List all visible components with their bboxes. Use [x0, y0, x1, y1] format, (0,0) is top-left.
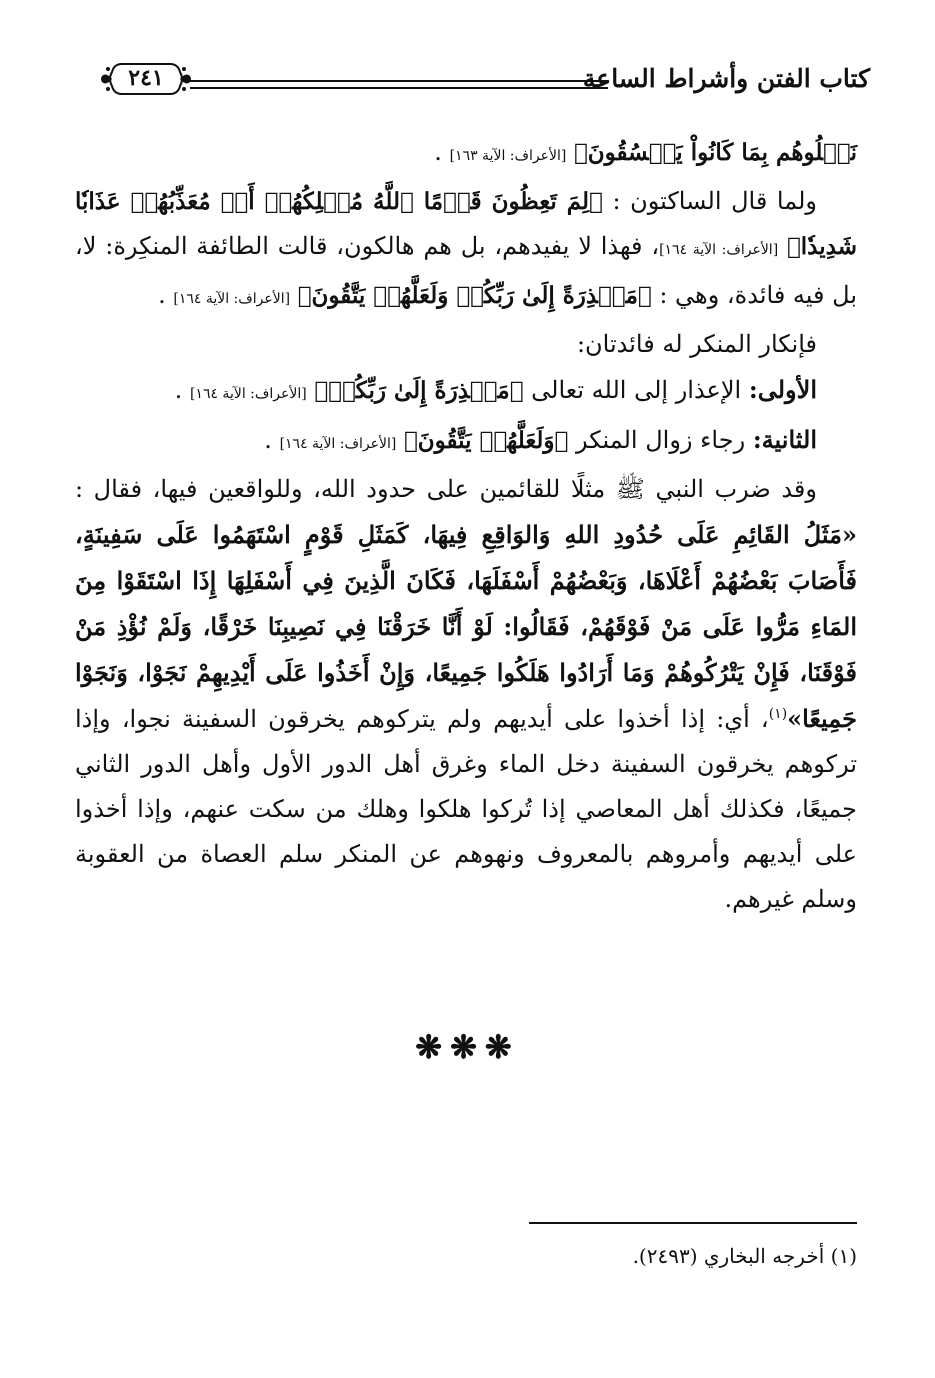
footnote-rule: [529, 1222, 857, 1224]
page-number: ٢٤١: [128, 65, 164, 91]
verse-reference: [الأعراف: الآية ١٦٤]: [173, 291, 291, 307]
paragraph-text: فإنكار المنكر له فائدتان:: [576, 330, 817, 358]
paragraph: [75, 130, 857, 179]
quran-verse: نَبۡلُوهُم بِمَا كَانُواْ يَفۡسُقُونَ﴾: [573, 139, 857, 166]
main-text: [75, 130, 857, 922]
paragraph: [75, 467, 857, 922]
paragraph-text: وقد ضرب النبي ﷺ مثلًا للقائمين على حدود الله، وللواقعين فيها، فقال :: [75, 475, 817, 503]
paragraph: [75, 179, 857, 322]
footnote-marker[interactable]: (١): [768, 706, 788, 722]
section-separator: ❋❋❋: [415, 1028, 520, 1066]
paragraph-text: ، أي: إذا أخذوا على أيديهم ولم يتركوهم يخرقون السفينة نجوا، وإذا تركوهم يخرقون السفينة دخل الماء وغرق أهل الدور الأول وأهل الدور الثاني جميعًا، فكذلك أهل المعاصي إذا تُركوا هلكوا وهلك من سكت عنهم، وإذا أخذوا على أيديهم وأمروهم بالمعروف ونهوهم عن المنكر سلم العصاة من العقوبة وسلم غيرهم.: [75, 705, 857, 913]
paragraph: [75, 322, 857, 367]
point-label: الثانية:: [752, 425, 817, 454]
quran-verse: ﴿وَلَعَلَّهُمۡ يَتَّقُونَ﴾: [403, 427, 569, 454]
verse-reference: [الأعراف: الآية ١٦٣]: [449, 148, 567, 164]
punctuation: .: [174, 376, 183, 404]
quran-verse: ﴿مَعۡذِرَةً إِلَىٰ رَبِّكُمۡ﴾: [314, 377, 524, 404]
point-label: الأولى:: [748, 375, 817, 404]
paragraph: [75, 367, 857, 417]
punctuation: .: [158, 281, 166, 309]
verse-reference: [الأعراف: الآية ١٦٤]: [279, 436, 397, 452]
book-title: كتاب الفتن وأشراط الساعة: [582, 64, 870, 93]
paragraph-text: ولما قال الساكتون :: [612, 187, 817, 215]
hadith-text: «مَثَلُ القَائِمِ عَلَى حُدُودِ اللهِ وَالوَاقِعِ فِيهَا، كَمَثَلِ قَوْمٍ اسْتَهَمُوا عَلَى سَفِينَةٍ، فَأَصَابَ بَعْضُهُمْ أَعْلَاهَا، وَبَعْضُهُمْ أَسْفَلَهَا، فَكَانَ الَّذِينَ فِي أَسْفَلِهَا إِذَا اسْتَقَوْا مِنَ المَاءِ مَرُّوا عَلَى مَنْ فَوْقَهُمْ، فَقَالُوا: لَوْ أَنَّا خَرَقْنَا فِي نَصِيبِنَا خَرْقًا، وَلَمْ نُؤْذِ مَنْ فَوْقَنَا، فَإِنْ يَتْرُكُوهُمْ وَمَا أَرَادُوا هَلَكُوا جَمِيعًا، وَإِنْ أَخَذُوا عَلَى أَيْدِيهِمْ نَجَوْا، وَنَجَوْا جَمِيعًا»: [75, 520, 857, 733]
paragraph-text: الإعذار إلى الله تعالى: [531, 376, 742, 404]
verse-reference: [الأعراف: الآية ١٦٤]: [659, 242, 779, 258]
quran-verse: ﴿لِمَ تَعِظُونَ قَوۡمًا ٱللَّهُ مُهۡلِكُهُمۡ أَوۡ مُعَذِّبُهُمۡ عَذَابٗا شَدِيدٗا﴾: [75, 188, 857, 260]
paragraph: [75, 417, 857, 467]
paragraph-text: ، فهذا لا يفيدهم، بل هم هالكون، قالت الطائفة المنكِرة: لا، بل فيه فائدة، وهي :: [75, 232, 857, 309]
page-header: [100, 58, 870, 108]
quran-verse: ﴿مَعۡذِرَةً إِلَىٰ رَبِّكُمۡ وَلَعَلَّهُمۡ يَتَّقُونَ﴾: [297, 282, 652, 309]
punctuation: .: [434, 138, 442, 166]
paragraph-text: رجاء زوال المنكر: [576, 426, 746, 454]
punctuation: .: [264, 426, 272, 454]
footnote: (١) أخرجه البخاري (٢٤٩٣).: [632, 1244, 857, 1268]
page-number-badge: [100, 60, 192, 98]
header-rule: [190, 80, 608, 89]
verse-reference: [الأعراف: الآية ١٦٤]: [189, 386, 307, 402]
